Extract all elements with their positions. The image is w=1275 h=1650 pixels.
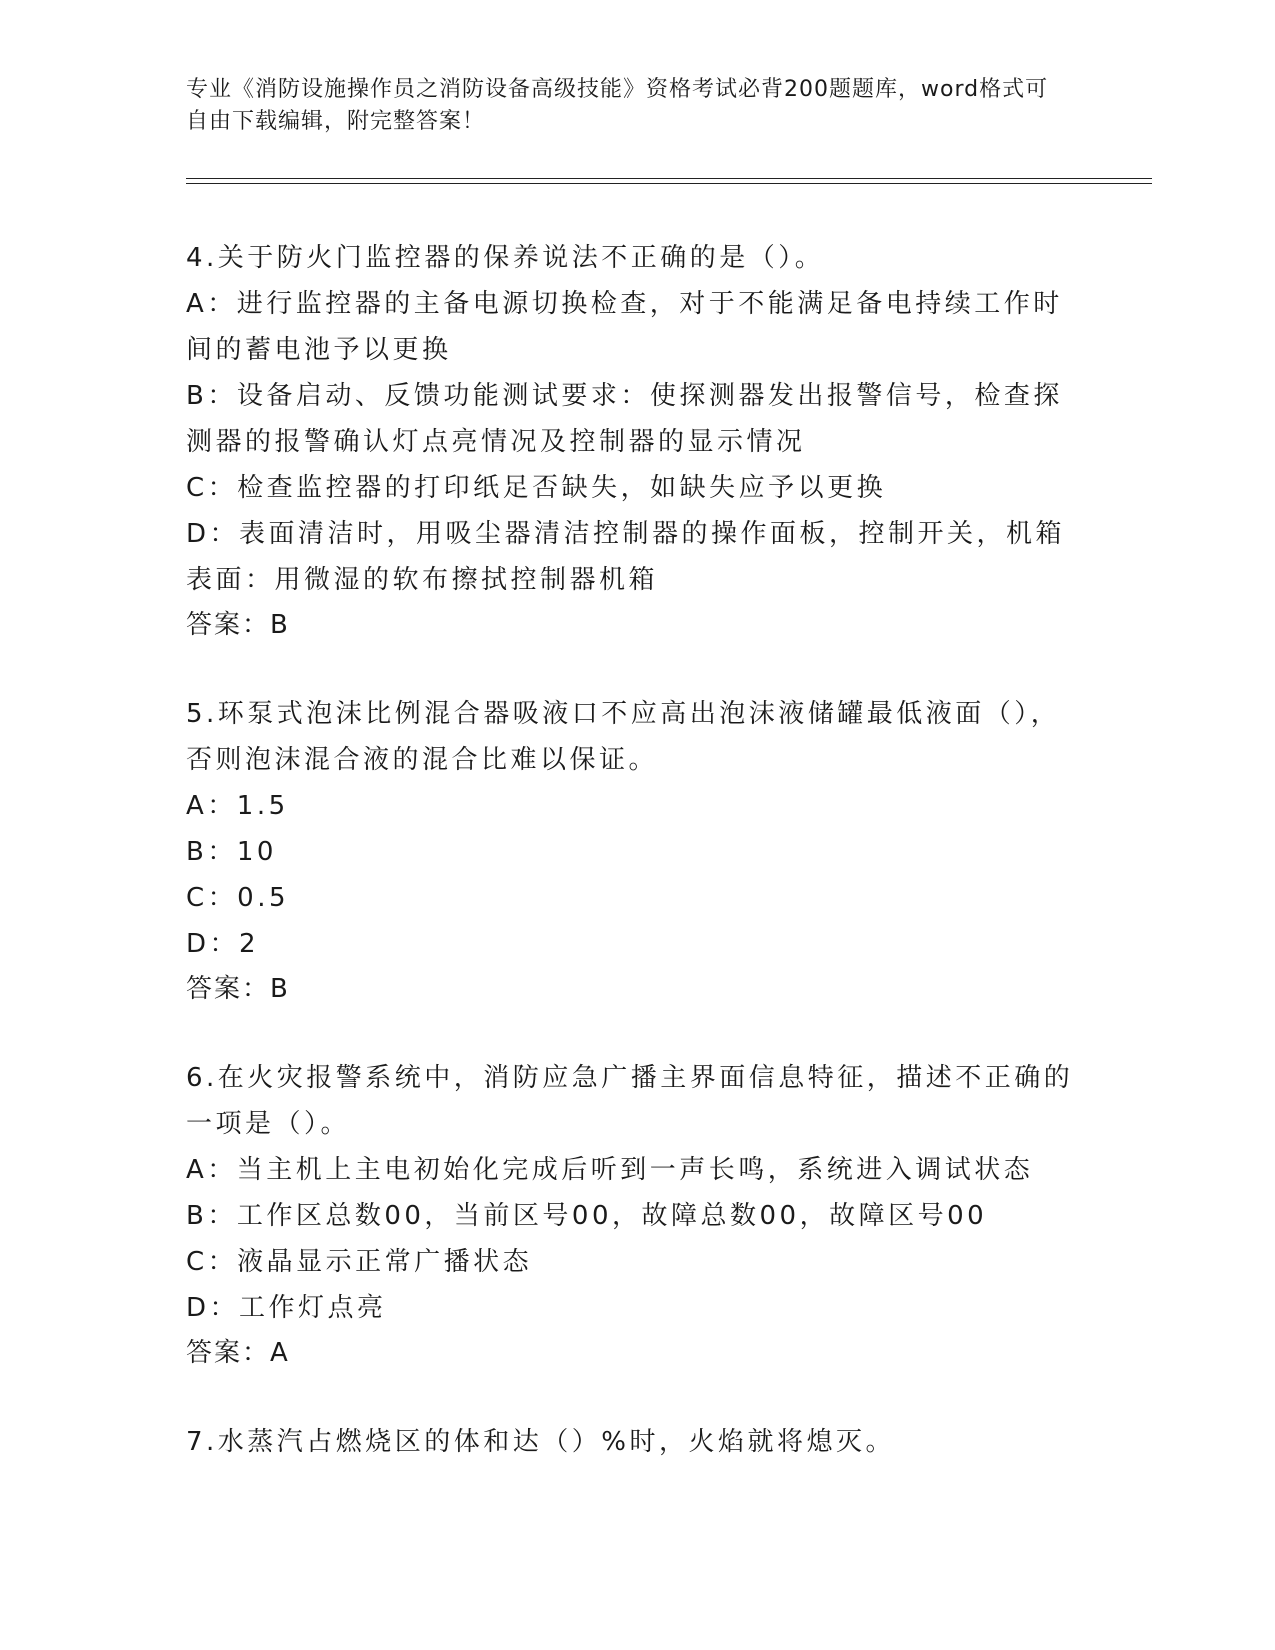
answer: 答案：A [186, 1338, 290, 1368]
question-4 [186, 235, 1086, 647]
option-b: B：工作区总数00，当前区号00，故障总数00，故障区号00 [186, 1201, 988, 1231]
option-b: B：设备启动、反馈功能测试要求：使探测器发出报警信号，检查探测器的报警确认灯点亮情况及控制器的显示情况 [186, 381, 1063, 457]
question-stem: 4.关于防火门监控器的保养说法不正确的是（）。 [186, 243, 825, 273]
option-d: D：工作灯点亮 [186, 1293, 387, 1323]
question-stem: 6.在火灾报警系统中，消防应急广播主界面信息特征，描述不正确的一项是（）。 [186, 1063, 1074, 1139]
option-c: C：0.5 [186, 883, 290, 913]
question-7 [186, 1419, 1086, 1465]
question-list [186, 235, 1086, 1465]
option-a: A：进行监控器的主备电源切换检查，对于不能满足备电持续工作时间的蓄电池予以更换 [186, 289, 1063, 365]
document-header: 专业《消防设施操作员之消防设备高级技能》资格考试必背200题题库，word格式可自由下载编辑，附完整答案！ [186, 77, 1049, 134]
option-c: C：检查监控器的打印纸足否缺失，如缺失应予以更换 [186, 473, 887, 503]
question-5 [186, 691, 1086, 1011]
question-stem: 7.水蒸汽占燃烧区的体和达（）%时，火焰就将熄灭。 [186, 1427, 896, 1457]
header-divider-top [186, 178, 1152, 179]
option-a: A：1.5 [186, 791, 289, 821]
option-d: D：表面清洁时，用吸尘器清洁控制器的操作面板，控制开关，机箱表面：用微湿的软布擦拭控制器机箱 [186, 519, 1066, 595]
question-6 [186, 1055, 1086, 1375]
option-d: D：2 [186, 929, 260, 959]
option-a: A：当主机上主电初始化完成后听到一声长鸣，系统进入调试状态 [186, 1155, 1034, 1185]
answer: 答案：B [186, 974, 290, 1004]
option-b: B：10 [186, 837, 277, 867]
question-stem: 5.环泵式泡沫比例混合器吸液口不应高出泡沫液储罐最低液面（），否则泡沫混合液的混合比难以保证。 [186, 699, 1061, 775]
option-c: C：液晶显示正常广播状态 [186, 1247, 533, 1277]
answer: 答案：B [186, 610, 290, 640]
header-divider-bottom [186, 183, 1152, 184]
